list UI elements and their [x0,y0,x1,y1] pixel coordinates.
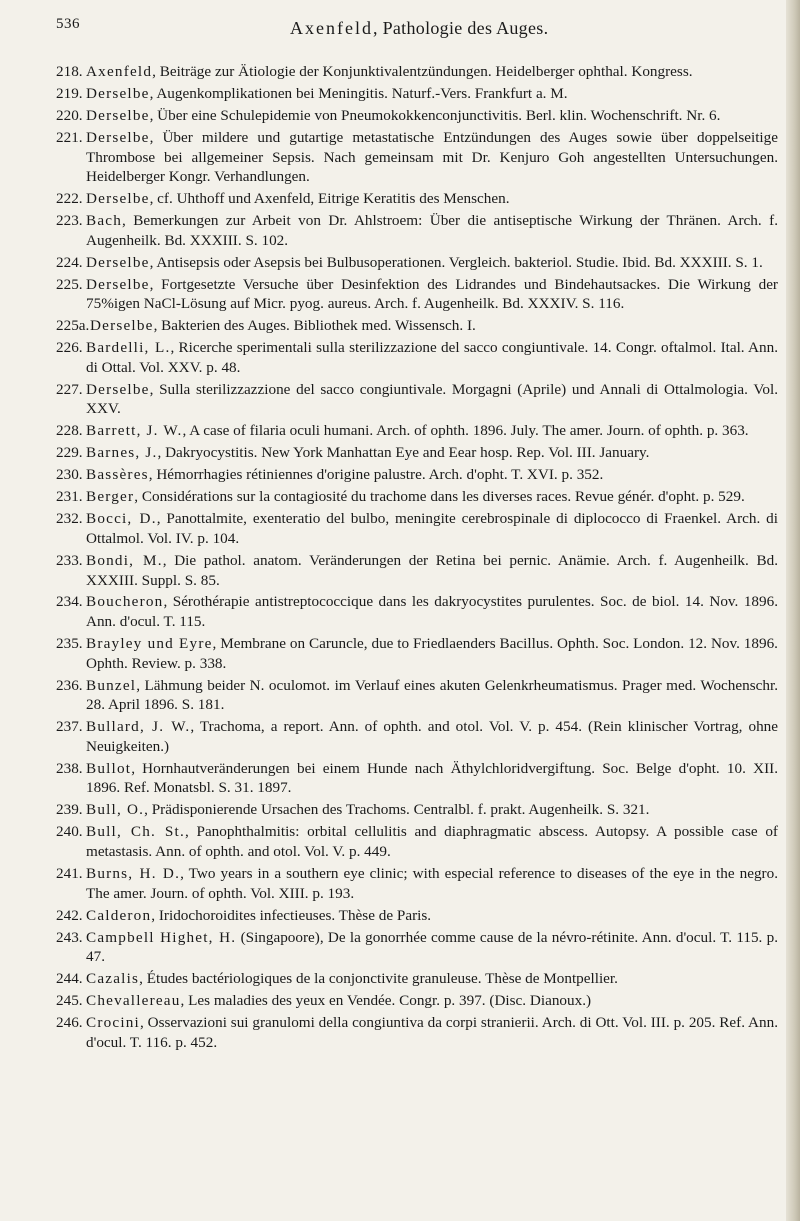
reference-entry [56,106,778,126]
reference-entry [56,380,778,419]
reference-author: Derselbe [86,275,150,293]
reference-number: 219. [56,84,83,102]
reference-number: 243. [56,928,83,946]
reference-list [56,62,778,1055]
reference-author: Derselbe [86,380,150,398]
reference-text: , Über mildere und gutartige metastatische Entzündungen des Auges sowie über doppelseitige Thrombose bei allgemeiner Sepsis. Nach gemeinsam mit Dr. Kenjuro Goh angestellten Untersuchungen. Heidelberger Kongr. Verhandlungen. [86,128,778,186]
reference-entry [56,316,778,336]
reference-text: , Two years in a southern eye clinic; with especial reference to diseases of the eye in the negro. The amer. Journ. of ophth. Vol. XIII. p. 193. [86,864,778,902]
reference-number: 225a. [56,317,90,335]
reference-entry [56,800,778,820]
reference-number: 222. [56,190,83,208]
reference-text: , Membrane on Caruncle, due to Friedlaenders Bacillus. Ophth. Soc. London. 12. Nov. 1896. Ophth. Review. p. 338. [86,635,778,672]
reference-author: Crocini [86,1014,140,1032]
reference-entry [56,465,778,485]
reference-number: 224. [56,253,83,271]
reference-number: 229. [56,444,83,462]
reference-number: 220. [56,106,83,124]
reference-text: , Über eine Schulepidemie von Pneumokokkenconjunctivitis. Berl. klin. Wochenschrift. Nr. 6. [149,106,721,124]
reference-text: , Études bactériologiques de la conjonctivite granuleuse. Thèse de Montpellier. [139,970,618,988]
reference-author: Bondi, M. [86,551,163,569]
reference-entry [56,421,778,441]
running-head [290,18,548,39]
running-head-author: Axenfeld [290,18,373,38]
reference-author: Calderon [86,906,152,924]
reference-text: , Ricerche sperimentali sulla sterilizzazione del sacco congiuntivale. 14. Congr. oftalmol. Ital. Ann. di Ottal. Vol. XXV. p. 48. [86,339,778,376]
reference-author: Bunzel [86,676,137,694]
reference-author: Bardelli, L. [86,339,171,357]
reference-entry [56,128,778,187]
reference-text: , A case of filaria oculi humani. Arch. of ophth. 1896. July. The amer. Journ. of ophth. p. 363. [182,422,749,440]
reference-entry [56,928,778,967]
reference-text: , Prädisponierende Ursachen des Trachoms. Centralbl. f. prakt. Augenheilk. S. 321. [144,801,650,819]
reference-author: Barrett, J. W. [86,422,183,440]
reference-number: 238. [56,759,83,777]
reference-number: 240. [56,823,83,841]
reference-text: , Die pathol. anatom. Veränderungen der Retina bei pernic. Anämie. Arch. f. Augenheilk. Bd. XXXIII. Suppl. S. 85. [86,551,779,589]
reference-number: 245. [56,992,83,1010]
reference-text: , Bakterien des Auges. Bibliothek med. Wissensch. I. [153,317,476,335]
reference-author: Bullard, J. W. [86,718,191,736]
reference-text: , Lähmung beider N. oculomot. im Verlauf eines akuten Gelenkrheumatismus. Prager med. Wochenschr. 28. April 1896. S. 181. [86,676,778,714]
reference-number: 236. [56,676,83,694]
reference-entry [56,969,778,989]
reference-text: , Panophthalmitis: orbital cellulitis and diaphragmatic abscess. Autopsy. A possible case of metastasis. Ann. of ophth. and otol. Vol. V. p. 449. [86,823,778,860]
reference-number: 226. [56,339,83,357]
reference-number: 227. [56,380,83,398]
reference-number: 221. [56,128,83,146]
reference-text: , Sérothérapie antistreptococcique dans les dakryocystites purulentes. Soc. de biol. 14. Nov. 1896. Ann. d'ocul. T. 115. [86,593,778,631]
reference-text: , Bemerkungen zur Arbeit von Dr. Ahlstroem: Über die antiseptische Wirkung der Thränen. Arch. f. Augenheilk. Bd. XXXIII. S. 102. [86,212,778,249]
reference-author: Bassères [86,466,149,484]
reference-author: Boucheron [86,593,164,611]
reference-number: 232. [56,510,83,528]
reference-number: 230. [56,466,83,484]
reference-text: , Hornhautveränderungen bei einem Hunde nach Äthylchloridvergiftung. Soc. Belge d'opht. 10. XII. 1896. Ref. Monatsbl. S. 31. 1897. [86,759,778,797]
reference-entry [56,822,778,861]
reference-author: Derselbe [86,106,150,124]
reference-entry [56,864,778,903]
reference-entry [56,676,778,715]
reference-number: 231. [56,488,83,506]
reference-number: 239. [56,801,83,819]
reference-entry [56,487,778,507]
reference-text: , Antisepsis oder Asepsis bei Bulbusoperationen. Vergleich. bakteriol. Studie. Ibid. Bd. XXXIII. S. 1. [149,253,763,271]
reference-text: , Osservazioni sui granulomi della congiuntiva da corpi stranierii. Arch. di Ott. Vol. III. p. 205. Ref. Ann. d'ocul. T. 116. p. 452. [86,1014,778,1051]
reference-text: , Iridochoroidites infectieuses. Thèse de Paris. [151,906,432,924]
reference-author: Campbell Highet, H. [86,928,237,946]
reference-number: 242. [56,906,83,924]
reference-author: Barnes, J. [86,444,158,462]
reference-author: Chevallereau [86,992,181,1010]
reference-entry [56,189,778,209]
reference-entry [56,443,778,463]
reference-number: 233. [56,551,83,569]
reference-author: Bull, Ch. St. [86,823,185,841]
reference-text: , Les maladies des yeux en Vendée. Congr. p. 397. (Disc. Dianoux.) [180,992,592,1010]
reference-text: , Fortgesetzte Versuche über Desinfektion des Lidrandes und Bindehautsackes. Die Wirkung der 75%igen NaCl-Lösung auf Micr. pyog. aureus. Arch. f. Augenheilk. Bd. XXXIV. S. 116. [86,275,778,313]
reference-number: 241. [56,864,83,882]
reference-author: Berger [86,488,135,506]
reference-author: Derselbe [86,84,150,102]
reference-number: 223. [56,212,83,230]
reference-entry [56,906,778,926]
reference-number: 237. [56,718,83,736]
reference-text: , Dakryocystitis. New York Manhattan Eye and Eear hosp. Rep. Vol. III. January. [157,444,650,462]
reference-author: Derselbe [90,317,154,335]
reference-text: , Augenkomplikationen bei Meningitis. Naturf.-Vers. Frankfurt a. M. [149,84,568,102]
reference-text: , Sulla sterilizzazzione del sacco congiuntivale. Morgagni (Aprile) und Annali di Ottalmologia. Vol. XXV. [86,380,778,418]
reference-entry [56,62,778,82]
reference-author: Cazalis [86,970,140,988]
reference-number: 244. [56,970,83,988]
reference-text: , Considérations sur la contagiosité du trachome dans les diverses races. Revue génér. d'opht. p. 529. [134,488,745,506]
reference-author: Bach [86,212,123,230]
reference-entry [56,84,778,104]
reference-text: (Singapoore), De la gonorrhée comme cause de la névro-rétinite. Ann. d'ocul. T. 115. p. 47. [86,928,778,966]
reference-author: Derselbe [86,190,150,208]
running-head-title: , Pathologie des Auges. [372,18,549,38]
reference-number: 218. [56,63,83,80]
reference-entry [56,991,778,1011]
reference-text: , Panottalmite, exenteratio del bulbo, meningite cerebrospinale di diplococco di Fraenkel. Arch. di Ottalmol. Vol. IV. p. 104. [86,510,778,547]
reference-number: 225. [56,275,83,293]
reference-entry [56,759,778,798]
reference-entry [56,211,778,250]
reference-entry [56,1013,778,1052]
reference-entry [56,253,778,273]
reference-text: , Beiträge zur Ätiologie der Konjunktivalentzündungen. Heidelberger ophthal. Kongress. [152,63,693,80]
reference-number: 235. [56,635,83,653]
reference-entry [56,551,778,590]
reference-entry [56,634,778,673]
reference-author: Derselbe [86,128,150,146]
page-number: 536 [56,16,80,32]
reference-author: Axenfeld [86,63,153,80]
reference-author: Bull, O. [86,801,145,819]
reference-author: Brayley und Eyre [86,635,213,653]
reference-text: , cf. Uhthoff und Axenfeld, Eitrige Keratitis des Menschen. [149,190,510,208]
page-edge [786,0,800,1221]
reference-text: , Hémorrhagies rétiniennes d'origine palustre. Arch. d'opht. T. XVI. p. 352. [148,466,604,484]
reference-author: Burns, H. D. [86,864,181,882]
reference-number: 246. [56,1014,83,1032]
reference-entry [56,338,778,377]
reference-number: 228. [56,422,83,440]
reference-number: 234. [56,593,83,611]
reference-entry [56,717,778,756]
reference-entry [56,275,778,314]
reference-entry [56,509,778,548]
reference-author: Derselbe [86,253,150,271]
reference-author: Bocci, D. [86,510,157,528]
reference-author: Bullot [86,759,132,777]
reference-entry [56,592,778,631]
reference-text: , Trachoma, a report. Ann. of ophth. and otol. Vol. V. p. 454. (Rein klinischer Vortrag, ohne Neuigkeiten.) [86,718,778,755]
